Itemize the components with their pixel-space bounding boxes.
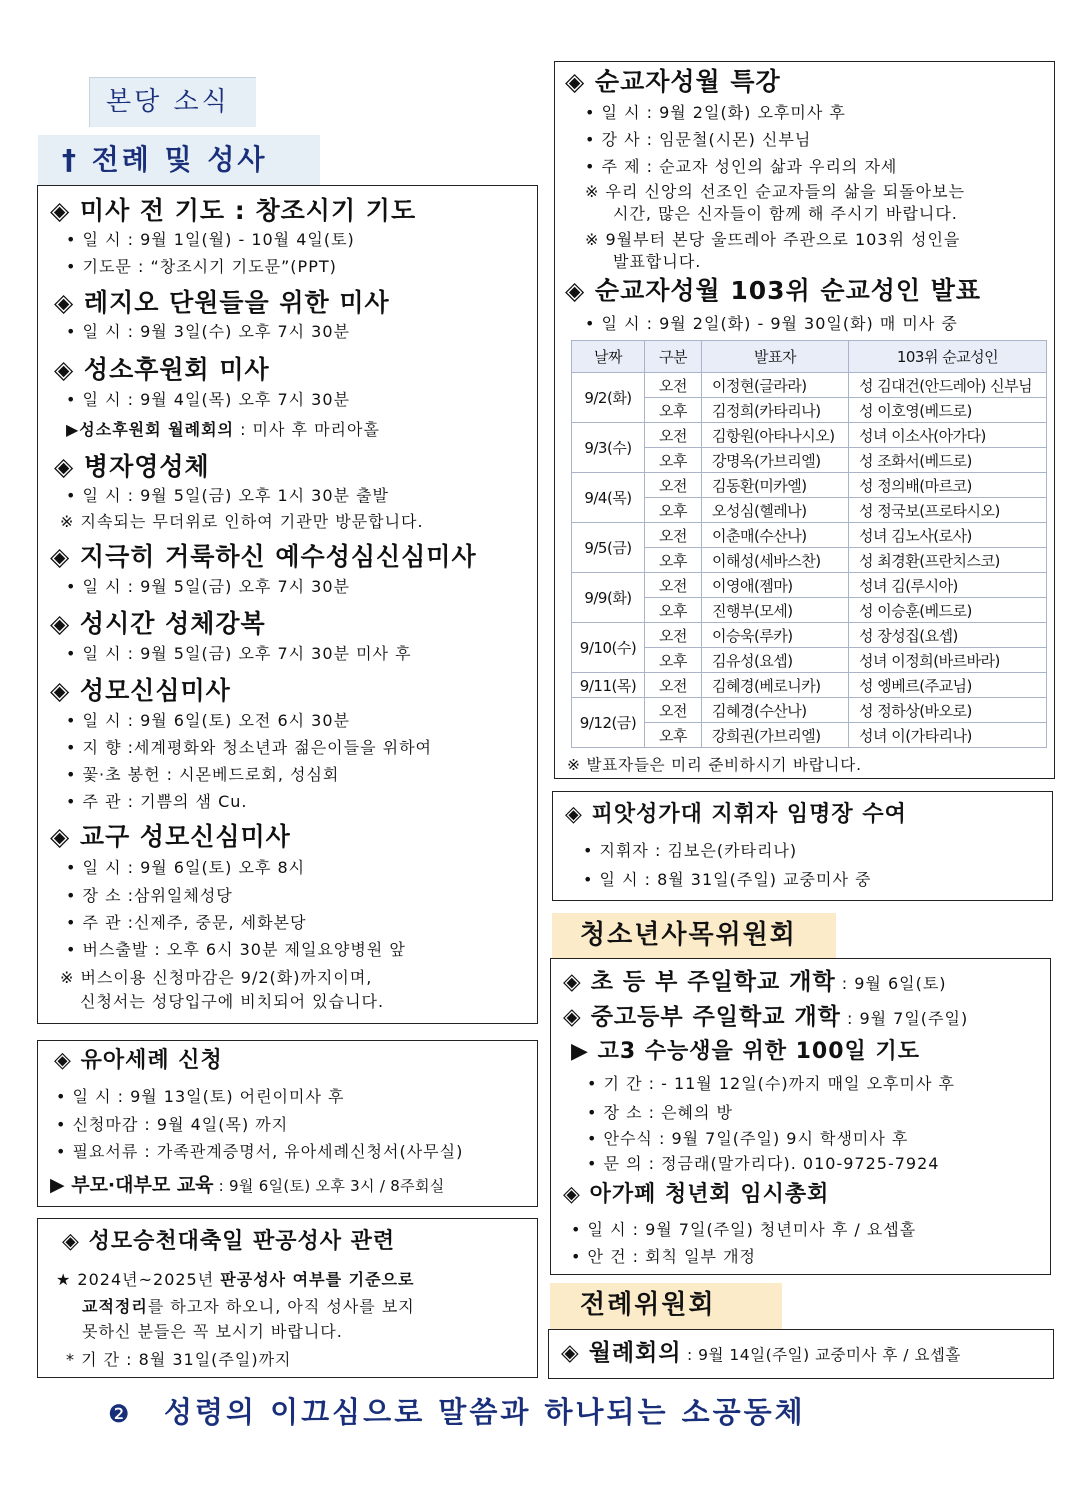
info-line: • 일 시 : 9월 6일(토) 오전 6시 30분 (66, 711, 351, 730)
notice-emphasis: 교적정리 (82, 1297, 148, 1316)
presenter-cell: 오성심(헬레나) (702, 498, 849, 523)
section-title: ◈ 월례회의 (561, 1340, 682, 1366)
slot-cell: 오전 (645, 473, 702, 498)
table-row (572, 423, 1047, 448)
subtitle-detail: : 미사 후 마리아홀 (233, 420, 380, 439)
slot-cell: 오후 (645, 498, 702, 523)
section-title: ◈ 초 등 부 주일학교 개학 (563, 969, 836, 995)
footer-slogan: 성령의 이끄심으로 말씀과 하나되는 소공동체 (164, 1395, 806, 1429)
saint-cell: 성 최경환(프란치스코) (849, 548, 1047, 573)
notice-text: 를 하고자 하오니, 아직 성사를 보지 (147, 1297, 415, 1316)
info-line: • 일 시 : 9월 5일(금) 오후 1시 30분 출발 (66, 486, 390, 505)
table-header-row (572, 341, 1047, 373)
section-title: ◈ 성소후원회 미사 (54, 355, 270, 384)
martyr-month-box (554, 61, 1055, 779)
saint-cell: 성 정하상(바오로) (849, 698, 1047, 723)
info-line: • 주 관 : 기쁨의 샘 Cu. (66, 792, 248, 811)
info-line (56, 1272, 414, 1288)
date-cell: 9/2(화) (572, 373, 645, 423)
date-cell: 9/10(수) (572, 623, 645, 673)
presenter-cell: 강희권(가브리엘) (702, 723, 849, 748)
date-cell: 9/12(금) (572, 698, 645, 748)
info-line: • 일 시 : 9월 5일(금) 오후 7시 30분 (66, 577, 351, 596)
slot-cell: 오전 (645, 623, 702, 648)
slot-cell: 오전 (645, 373, 702, 398)
info-line: • 신청마감 : 9월 4일(목) 까지 (56, 1115, 289, 1134)
saint-cell: 성 정국보(프로타시오) (849, 498, 1047, 523)
info-line: ※ 발표자들은 미리 준비하시기 바랍니다. (567, 756, 862, 774)
slot-cell: 오후 (645, 648, 702, 673)
info-line: • 주 제 : 순교자 성인의 삶과 우리의 자세 (585, 157, 898, 176)
saint-cell: 성 조화서(베드로) (849, 448, 1047, 473)
youth-committee-tag (552, 913, 836, 958)
youth-box (550, 958, 1051, 1275)
table-row (572, 673, 1047, 698)
info-line: 못하신 분들은 꼭 보시기 바랍니다. (82, 1322, 343, 1341)
saint-cell: 성녀 이정희(바르바라) (849, 648, 1047, 673)
saints-schedule-table (571, 340, 1047, 748)
section-title: ◈ 성모신심미사 (50, 676, 231, 705)
info-line: • 지휘자 : 김보은(카타리나) (583, 841, 798, 860)
saint-cell: 성 이호영(베드로) (849, 398, 1047, 423)
slot-cell: 오후 (645, 548, 702, 573)
info-line: • 강 사 : 임문철(시몬) 신부님 (585, 130, 812, 149)
saint-cell: 성 이승훈(베드로) (849, 598, 1047, 623)
info-line: ※ 우리 신앙의 선조인 순교자들의 삶을 되돌아보는 (585, 182, 966, 201)
table-header: 날짜 (572, 341, 645, 373)
date-cell: 9/9(화) (572, 573, 645, 623)
info-line: • 필요서류 : 가족관계증명서, 유아세례신청서(사무실) (56, 1142, 464, 1161)
section-title: ◈ 교구 성모신심미사 (50, 822, 291, 851)
subtitle: ▶성소후원회 월례회의 (66, 420, 234, 439)
presenter-cell: 김유성(요셉) (702, 648, 849, 673)
info-line: • 버스출발 : 오후 6시 30분 제일요양병원 앞 (66, 940, 406, 959)
saint-cell: 성 장성집(요셉) (849, 623, 1047, 648)
info-line: • 주 관 :신제주, 중문, 세화본당 (66, 913, 307, 932)
slot-cell: 오전 (645, 573, 702, 598)
section-title: ◈ 미사 전 기도 : 창조시기 기도 (50, 196, 417, 225)
infant-baptism-box (37, 1040, 538, 1207)
section-line (561, 1342, 961, 1365)
date-cell: 9/11(목) (572, 673, 645, 698)
info-line: • 일 시 : 8월 31일(주일) 교중미사 중 (583, 870, 872, 889)
date-cell: 9/4(목) (572, 473, 645, 523)
parish-news-title: 본당 소식 (106, 87, 230, 117)
section-detail: : 9월 6일(토) (835, 974, 947, 993)
table-header: 103위 순교성인 (849, 341, 1047, 373)
liturgy-committee-title: 전례위원회 (580, 1290, 716, 1320)
table-row (572, 698, 1047, 723)
info-line: • 일 시 : 9월 3일(수) 오후 7시 30분 (66, 322, 351, 341)
presenter-cell: 이승욱(루카) (702, 623, 849, 648)
section-title: ◈ 유아세례 신청 (54, 1048, 223, 1073)
info-line: • 지 향 :세계평화와 청소년과 젊은이들을 위하여 (66, 738, 433, 757)
info-line: 시간, 많은 신자들이 함께 해 주시기 바랍니다. (613, 204, 958, 223)
slot-cell: 오후 (645, 598, 702, 623)
info-line: • 문 의 : 정금래(말가리다). 010-9725-7924 (587, 1154, 940, 1173)
section-title: ◈ 레지오 단원들을 위한 미사 (54, 288, 390, 317)
slot-cell: 오전 (645, 423, 702, 448)
saint-cell: 성 김대건(안드레아) 신부님 (849, 373, 1047, 398)
info-line: • 장 소 :삼위일체성당 (66, 886, 233, 905)
presenter-cell: 강명옥(가브리엘) (702, 448, 849, 473)
liturgy-committee-box (548, 1329, 1054, 1379)
info-line: • 일 시 : 9월 13일(토) 어린이미사 후 (56, 1087, 345, 1106)
section-title: ◈ 아가페 청년회 임시총회 (563, 1182, 830, 1207)
notice-emphasis: 판공성사 여부를 기준으로 (220, 1270, 415, 1289)
subtitle: ▶ 부모·대부모 교육 (50, 1174, 214, 1196)
info-line: 발표합니다. (613, 252, 702, 271)
table-row (572, 523, 1047, 548)
info-line: • 일 시 : 9월 4일(목) 오후 7시 30분 (66, 390, 351, 409)
assumption-sacrament-box (37, 1218, 538, 1378)
section-title: ◈ 순교자성월 103위 순교성인 발표 (565, 276, 982, 305)
slot-cell: 오전 (645, 523, 702, 548)
section-title: ◈ 중고등부 주일학교 개학 (563, 1004, 841, 1030)
presenter-cell: 김항원(아타나시오) (702, 423, 849, 448)
table-row (572, 473, 1047, 498)
info-line: • 안수식 : 9월 7일(주일) 9시 학생미사 후 (587, 1129, 909, 1148)
info-line: 신청서는 성당입구에 비치되어 있습니다. (80, 992, 385, 1011)
info-line: • 일 시 : 9월 7일(주일) 청년미사 후 / 요셉홀 (571, 1220, 917, 1239)
subtitle-detail: : 9월 6일(토) 오후 3시 / 8주회실 (213, 1177, 445, 1195)
info-line (66, 422, 380, 438)
info-line: * 기 간 : 8월 31일(주일)까지 (66, 1350, 292, 1369)
table-row (572, 623, 1047, 648)
info-line: ※ 9월부터 본당 울뜨레아 주관으로 103위 성인을 (585, 230, 961, 249)
presenter-cell: 이해성(세바스찬) (702, 548, 849, 573)
saint-cell: 성녀 김(루시아) (849, 573, 1047, 598)
slot-cell: 오후 (645, 448, 702, 473)
section-line (563, 971, 947, 994)
saint-cell: 성녀 이(가타리나) (849, 723, 1047, 748)
info-line: ※ 지속되는 무더위로 인하여 기관만 방문합니다. (60, 512, 424, 531)
presenter-cell: 김혜경(베로니카) (702, 673, 849, 698)
parish-news-tag (89, 77, 256, 127)
presenter-cell: 김혜경(수산나) (702, 698, 849, 723)
presenter-cell: 이정현(글라라) (702, 373, 849, 398)
section-title: ▶ 고3 수능생을 위한 100일 기도 (571, 1039, 920, 1064)
saint-cell: 성녀 이소사(아가다) (849, 423, 1047, 448)
presenter-cell: 이춘매(수산나) (702, 523, 849, 548)
saint-cell: 성 엥베르(주교님) (849, 673, 1047, 698)
slot-cell: 오후 (645, 723, 702, 748)
info-line (50, 1176, 445, 1195)
info-line: • 꽃·초 봉헌 : 시몬베드로회, 성심회 (66, 765, 340, 784)
table-header: 구분 (645, 341, 702, 373)
choir-box (552, 791, 1053, 901)
section-title: ◈ 지극히 거룩하신 예수성심신심미사 (50, 542, 477, 571)
info-line: • 일 시 : 9월 2일(화) - 9월 30일(화) 매 미사 중 (585, 314, 958, 333)
section-detail: : 9월 14일(주일) 교중미사 후 / 요셉홀 (681, 1346, 961, 1364)
slot-cell: 오전 (645, 673, 702, 698)
info-line (82, 1299, 415, 1315)
presenter-cell: 이영애(젬마) (702, 573, 849, 598)
liturgy-committee-tag (550, 1283, 782, 1329)
info-line: • 장 소 : 은혜의 방 (587, 1103, 733, 1122)
notice-text: ★ 2024년~2025년 (56, 1270, 221, 1289)
section-title: ◈ 피앗성가대 지휘자 임명장 수여 (565, 802, 907, 827)
info-line: • 일 시 : 9월 5일(금) 오후 7시 30분 미사 후 (66, 644, 412, 663)
section-title: ◈ 성시간 성체강복 (50, 609, 266, 638)
section-title: ◈ 순교자성월 특강 (565, 67, 781, 96)
info-line: • 일 시 : 9월 2일(화) 오후미사 후 (585, 103, 846, 122)
liturgy-sacrament-tag (38, 135, 320, 185)
section-title: ◈ 성모승천대축일 판공성사 관련 (62, 1229, 396, 1254)
table-row (572, 373, 1047, 398)
info-line: ※ 버스이용 신청마감은 9/2(화)까지이며, (60, 968, 373, 987)
section-detail: : 9월 7일(주일) (840, 1009, 969, 1028)
info-line: • 기도문 : “창조시기 기도문”(PPT) (66, 257, 337, 276)
saint-cell: 성 정의배(마르코) (849, 473, 1047, 498)
table-row (572, 573, 1047, 598)
info-line: • 일 시 : 9월 6일(토) 오후 8시 (66, 858, 306, 877)
section-title: ◈ 병자영성체 (54, 452, 210, 481)
slot-cell: 오전 (645, 698, 702, 723)
date-cell: 9/3(수) (572, 423, 645, 473)
info-line: • 안 건 : 회칙 일부 개정 (571, 1247, 756, 1266)
table-body (572, 373, 1047, 748)
slot-cell: 오후 (645, 398, 702, 423)
info-line: • 일 시 : 9월 1일(월) - 10월 4일(토) (66, 230, 355, 249)
presenter-cell: 진행부(모세) (702, 598, 849, 623)
date-cell: 9/5(금) (572, 523, 645, 573)
section-line (563, 1006, 968, 1029)
presenter-cell: 김동환(미카엘) (702, 473, 849, 498)
liturgy-sacrament-title: † 전례 및 성사 (62, 143, 268, 176)
table-header: 발표자 (702, 341, 849, 373)
saint-cell: 성녀 김노사(로사) (849, 523, 1047, 548)
liturgy-box (37, 185, 538, 1024)
youth-committee-title: 청소년사목위원회 (580, 920, 797, 950)
page-number: ❷ (108, 1400, 130, 1428)
presenter-cell: 김정희(카타리나) (702, 398, 849, 423)
info-line: • 기 간 : - 11월 12일(수)까지 매일 오후미사 후 (587, 1074, 955, 1093)
